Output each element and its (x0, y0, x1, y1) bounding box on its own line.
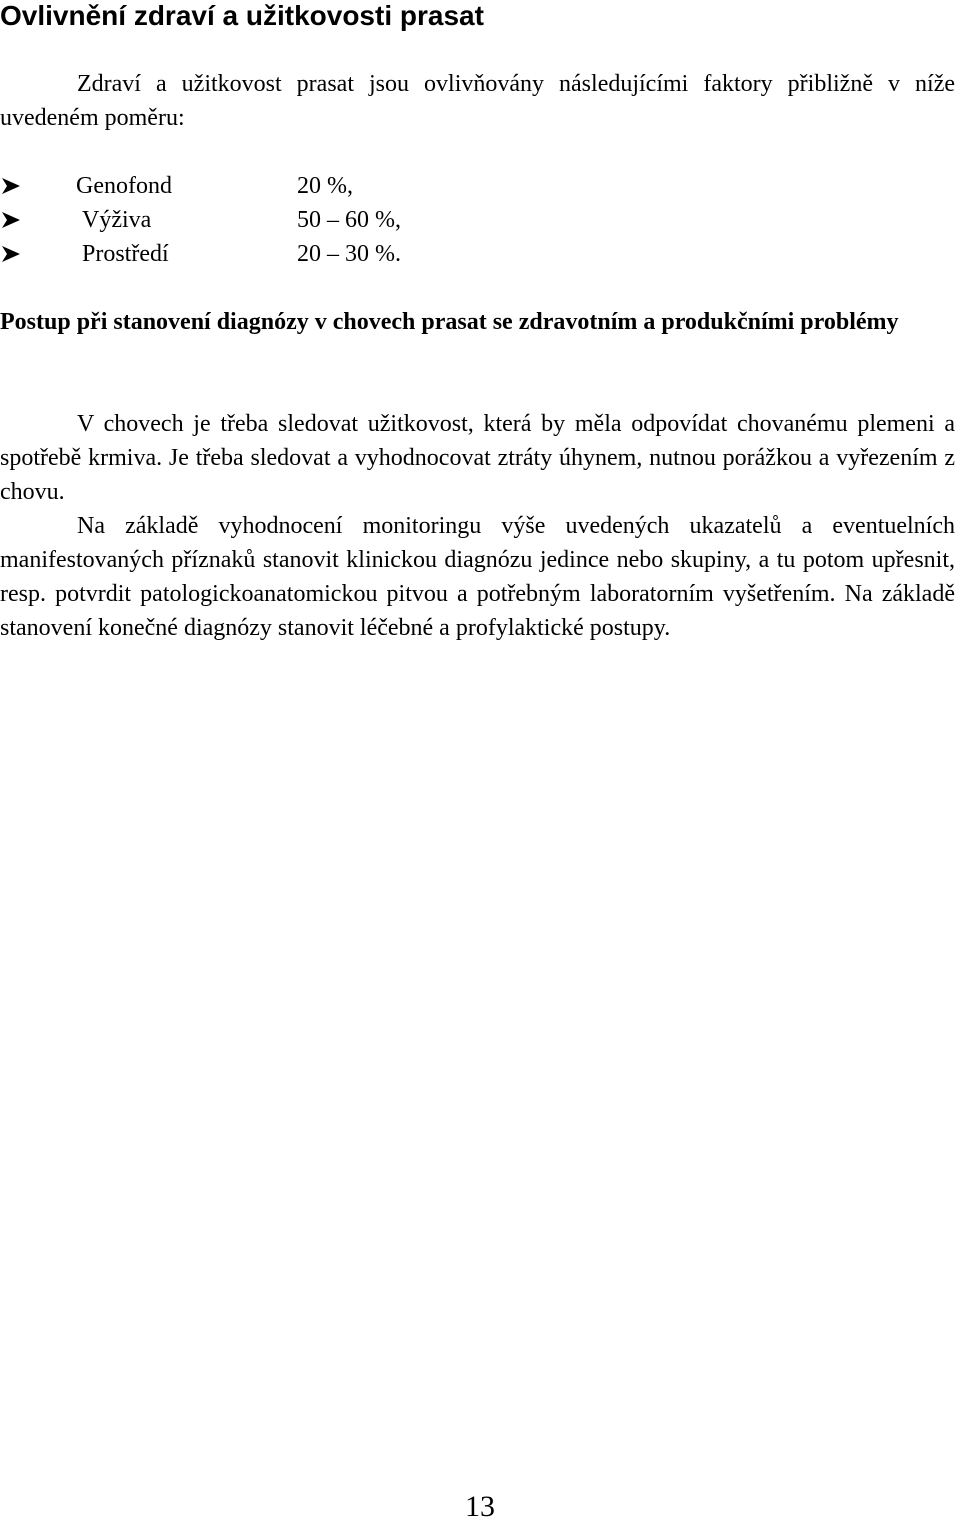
factor-name: Výživa (82, 207, 152, 233)
list-item (0, 169, 600, 203)
factor-list (0, 169, 600, 271)
page-number: 13 (465, 1490, 495, 1523)
list-item (0, 237, 600, 271)
intro-paragraph: Zdraví a užitkovost prasat jsou ovlivňovány následujícími faktory přibližně v níže uvedeném poměru: (0, 71, 955, 131)
arrowhead-bullet-icon (2, 178, 20, 194)
arrowhead-bullet-icon (2, 212, 20, 228)
factor-value: 20 %, (297, 173, 353, 199)
factor-name: Prostředí (82, 241, 169, 267)
list-item (0, 203, 600, 237)
factor-name: Genofond (76, 173, 172, 199)
body-paragraph-1: V chovech je třeba sledovat užitkovost, která by měla odpovídat chovanému plemeni a spotřebě krmiva. Je třeba sledovat a vyhodnocovat ztráty úhynem, nutnou porážkou a vyřezením z chovu. (0, 411, 955, 505)
document-title: Ovlivnění zdraví a užitkovosti prasat (0, 0, 484, 31)
factor-value: 20 – 30 %. (297, 241, 401, 267)
section-heading: Postup při stanovení diagnózy v chovech prasat se zdravotním a produkčními problémy (0, 309, 899, 335)
body-paragraph-2: Na základě vyhodnocení monitoringu výše uvedených ukazatelů a eventuelních manifestovaných příznaků stanovit klinickou diagnózu jedince nebo skupiny, a tu potom upřesnit, resp. potvrdit patologickoanatomickou pitvou a potřebným laboratorním vyšetřením. Na základě stanovení konečné diagnózy stanovit léčebné a profylaktické postupy. (0, 513, 955, 641)
arrowhead-bullet-icon (2, 246, 20, 262)
factor-value: 50 – 60 %, (297, 207, 401, 233)
